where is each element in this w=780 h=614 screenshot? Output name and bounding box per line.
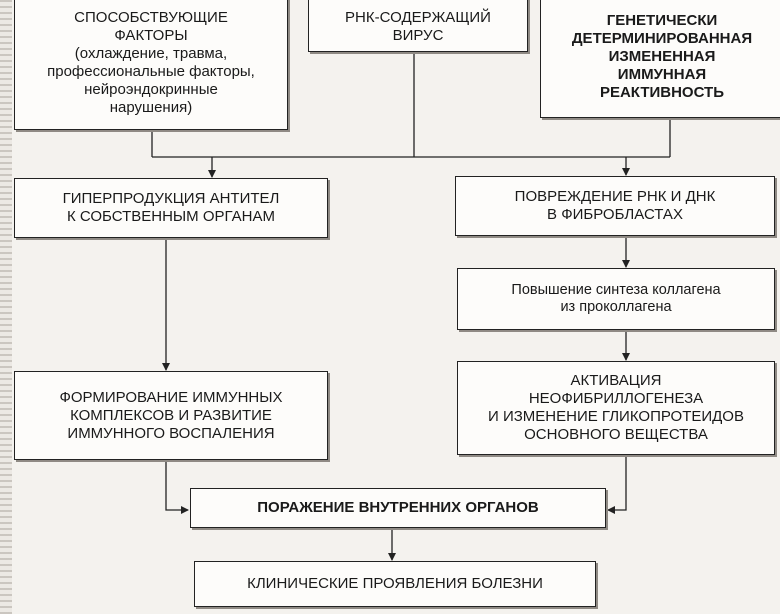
arrow-right-to-organ-damage — [608, 455, 626, 510]
box-organ-damage — [190, 488, 606, 528]
box-immune-complexes-text: ФОРМИРОВАНИЕ ИММУННЫХ КОМПЛЕКСОВ И РАЗВИТИЕ ИММУННОГО ВОСПАЛЕНИЯ — [59, 388, 283, 442]
box-rna-virus-text: РНК-СОДЕРЖАЩИЙ ВИРУС — [345, 9, 491, 44]
box-antibody-hyperproduction — [14, 178, 328, 238]
box-collagen-synthesis-text: Повышение синтеза коллагена из проколлагена — [511, 281, 721, 315]
box-neofibrillogenesis-text: АКТИВАЦИЯ НЕОФИБРИЛЛОГЕНЕЗА И ИЗМЕНЕНИЕ ГЛИКОПРОТЕИДОВ ОСНОВНОГО ВЕЩЕСТВА — [488, 372, 744, 443]
arrow-left-to-organ-damage — [166, 460, 188, 510]
box-organ-damage-text: ПОРАЖЕНИЕ ВНУТРЕННИХ ОРГАНОВ — [257, 499, 539, 516]
box-clinical-manifestations — [194, 561, 596, 607]
box-contributing-factors — [14, 0, 288, 130]
box-antibody-hyperproduction-text: ГИПЕРПРОДУКЦИЯ АНТИТЕЛ К СОБСТВЕННЫМ ОРГАНАМ — [62, 190, 280, 225]
box-neofibrillogenesis — [457, 361, 775, 455]
box-rna-dna-damage-text: ПОВРЕЖДЕНИЕ РНК И ДНК В ФИБРОБЛАСТАХ — [514, 188, 716, 223]
box-immune-complexes — [14, 371, 328, 460]
box-contributing-factors-text: СПОСОБСТВУЮЩИЕ ФАКТОРЫ (охлаждение, травма, профессиональные факторы, нейроэндокринные нарушения) — [47, 9, 255, 116]
box-genetic-reactivity-text: ГЕНЕТИЧЕСКИ ДЕТЕРМИНИРОВАННАЯ ИЗМЕНЕННАЯ ИММУННАЯ РЕАКТИВНОСТЬ — [571, 12, 753, 101]
box-rna-dna-damage — [455, 176, 775, 236]
box-collagen-synthesis — [457, 268, 775, 330]
box-rna-virus — [308, 0, 528, 52]
box-genetic-reactivity — [540, 0, 780, 118]
box-clinical-manifestations-text: КЛИНИЧЕСКИЕ ПРОЯВЛЕНИЯ БОЛЕЗНИ — [247, 575, 543, 592]
